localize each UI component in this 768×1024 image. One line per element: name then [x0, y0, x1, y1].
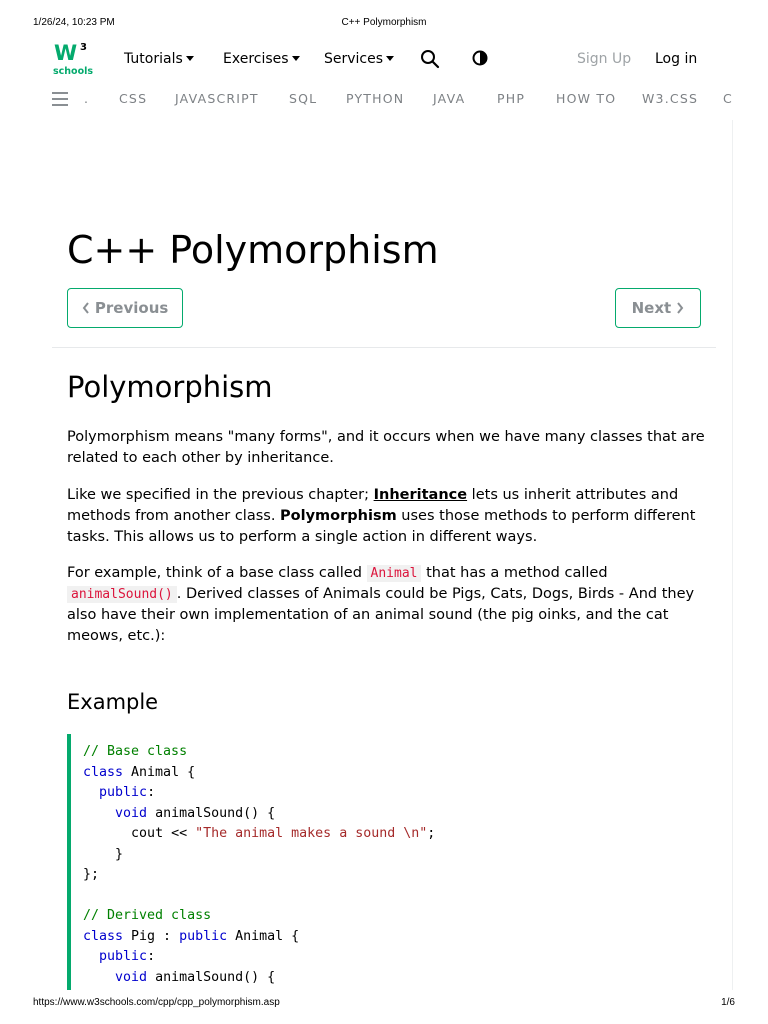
previous-button[interactable]	[67, 288, 183, 328]
svg-text:W: W	[54, 41, 78, 65]
nav-services[interactable]	[324, 51, 394, 67]
content-right-border	[732, 120, 733, 990]
subnav-item-w3css[interactable]: W3.CSS	[642, 91, 699, 106]
next-button[interactable]	[615, 288, 701, 328]
next-label: Next	[631, 299, 672, 317]
example-paragraph: For example, think of a base class called Animal that has a method called animalSound() . Derived classes of Animals could be Pigs, Cats, Dogs, Birds - And they also have their own implementation of an animal sound (the pig oinks, and the cat meows, etc.):	[67, 565, 695, 644]
top-navbar	[0, 38, 768, 84]
print-header	[0, 17, 768, 29]
subnav-item-c[interactable]: C	[723, 91, 733, 106]
code-example	[67, 734, 721, 990]
subnav-item-python[interactable]: PYTHON	[346, 91, 405, 106]
nav-tutorials[interactable]	[124, 51, 194, 67]
section-heading: Polymorphism	[67, 370, 273, 404]
inline-code-animalsound: animalSound()	[67, 586, 177, 603]
svg-text:3: 3	[80, 42, 87, 53]
subnav-item-php[interactable]: PHP	[497, 91, 526, 106]
subnav-item-sql[interactable]: SQL	[289, 91, 318, 106]
polymorphism-bold: Polymorphism	[280, 508, 397, 524]
print-page-indicator: 1/6	[721, 997, 735, 1008]
intro-paragraph: Polymorphism means "many forms", and it occurs when we have many classes that are related to each other by inheritance.	[67, 429, 705, 466]
subnav-item[interactable]: .	[84, 91, 90, 106]
subnav-item-how-to[interactable]: HOW TO	[556, 91, 617, 106]
caret-down-icon	[186, 56, 194, 61]
svg-text:schools: schools	[53, 66, 94, 77]
example-heading: Example	[67, 690, 159, 714]
chevron-left-icon	[82, 299, 95, 317]
w3schools-logo[interactable]	[52, 40, 96, 78]
nav-exercises[interactable]	[223, 51, 300, 67]
contrast-icon[interactable]	[471, 49, 491, 69]
caret-down-icon	[386, 56, 394, 61]
print-datetime: 1/26/24, 10:23 PM	[33, 17, 115, 28]
subject-navbar	[0, 88, 768, 112]
code-block: // Base class class Animal { public: void animalSound() { cout << "The animal makes a sound \n"; } }; // Derived class class Pig : public Animal { public: void animalSound() {	[83, 744, 436, 985]
print-url: https://www.w3schools.com/cpp/cpp_polymorphism.asp	[33, 997, 280, 1008]
print-doc-title: C++ Polymorphism	[341, 17, 427, 28]
inheritance-link[interactable]: Inheritance	[373, 487, 468, 503]
w3schools-logo-icon	[52, 40, 96, 78]
subnav-item-css[interactable]: CSS	[119, 91, 148, 106]
print-footer	[0, 997, 768, 1009]
subnav-item-javascript[interactable]: JAVASCRIPT	[175, 91, 259, 106]
log-in-link[interactable]: Log in	[655, 51, 698, 67]
nav-services-label: Services	[324, 51, 384, 67]
sign-up-link[interactable]: Sign Up	[577, 51, 632, 67]
chevron-right-icon	[676, 299, 684, 317]
nav-exercises-label: Exercises	[223, 51, 289, 67]
caret-down-icon	[292, 56, 300, 61]
section-divider	[52, 347, 716, 348]
nav-tutorials-label: Tutorials	[124, 51, 183, 67]
subnav-item-java[interactable]: JAVA	[433, 91, 466, 106]
menu-icon[interactable]	[52, 92, 68, 106]
search-icon[interactable]	[420, 49, 440, 69]
inheritance-paragraph: Like we specified in the previous chapter; Inheritance lets us inherit attributes and methods from another class. Polymorphism uses those methods to perform different tasks. This allows us to perform a single action in different ways.	[67, 487, 696, 545]
previous-label: Previous	[94, 299, 169, 317]
inline-code-animal: Animal	[367, 565, 422, 582]
page-title: C++ Polymorphism	[67, 228, 439, 272]
